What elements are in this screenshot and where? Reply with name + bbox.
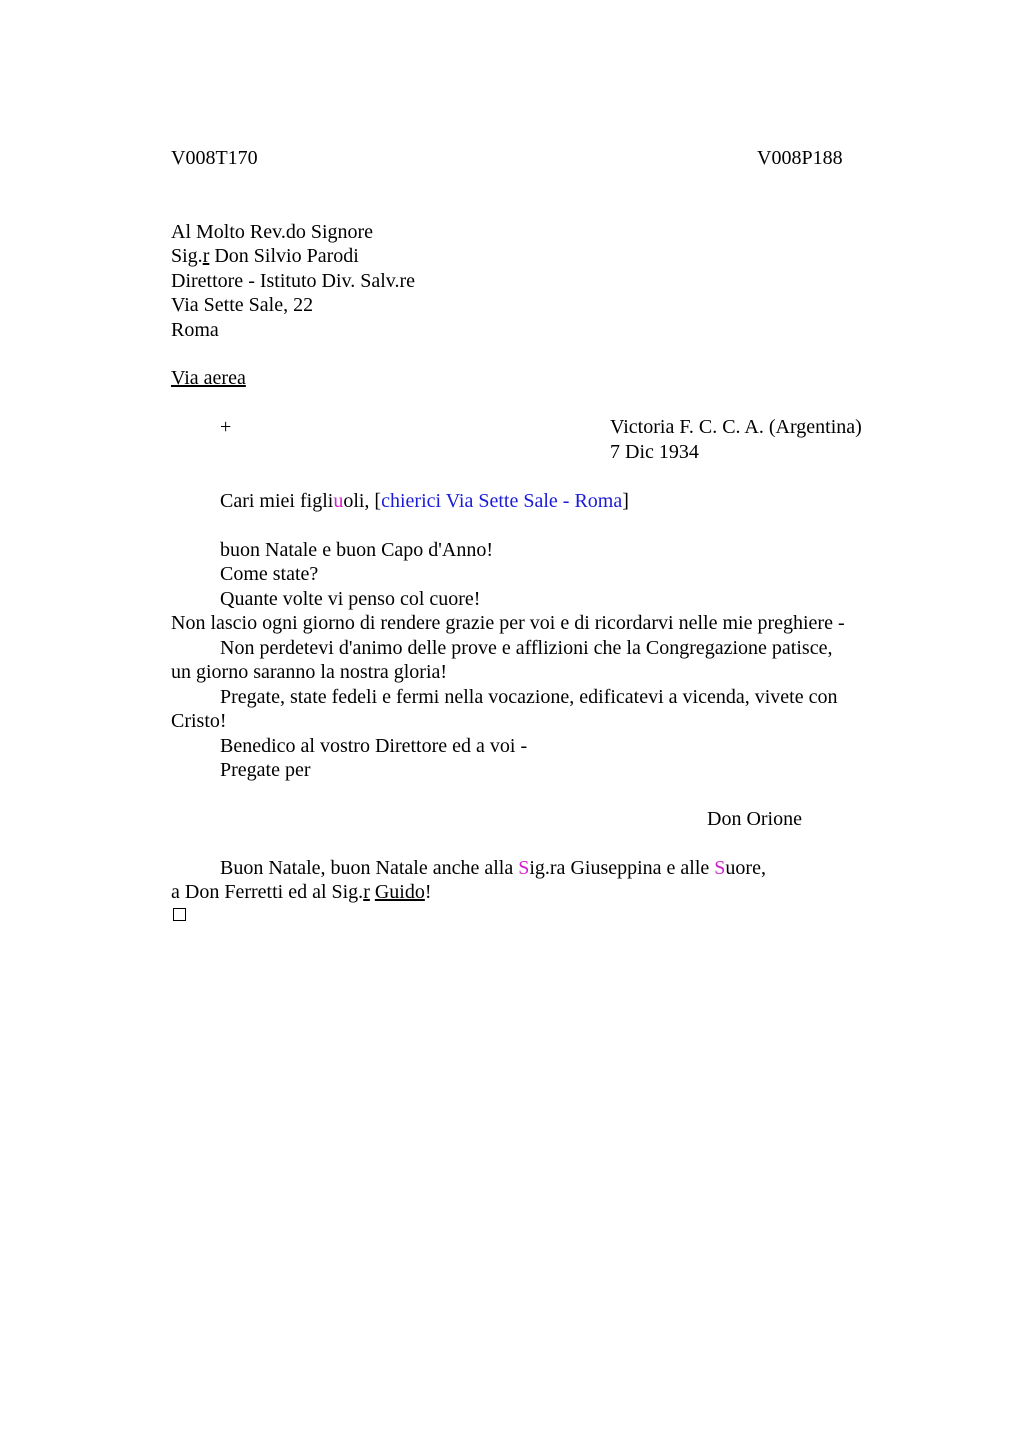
salutation-part-3: oli, [	[343, 490, 382, 512]
body-line-4: Non lascio ogni giorno di rendere grazie per voi e di ricordarvi nelle mie preghiere -	[171, 612, 845, 634]
postscript-a3: ig.ra Giuseppina e alle	[529, 857, 715, 879]
cross-mark: +	[220, 416, 232, 438]
postscript-a1: Buon Natale, buon Natale anche alla	[220, 857, 519, 879]
postscript-b4-underlined: Guido	[374, 881, 425, 903]
salutation	[220, 489, 629, 514]
body-line-1: buon Natale e buon Capo d'Anno!	[220, 539, 493, 561]
salutation-part-4: ]	[622, 490, 629, 512]
body-line-5: Non perdetevi d'animo delle prove e afflizioni che la Congregazione patisce,	[220, 637, 833, 659]
address-line-5: Roma	[171, 319, 219, 341]
postscript-a5: uore,	[725, 857, 766, 879]
address-line-3: Direttore - Istituto Div. Salv.re	[171, 270, 416, 292]
header-left-code: V008T170	[171, 147, 258, 169]
postscript-b5: !	[424, 881, 432, 903]
address-line-2-prefix: Sig.	[171, 245, 203, 267]
salutation-highlight: u	[333, 490, 344, 512]
signature: Don Orione	[707, 808, 802, 830]
header-right-code: V008P188	[757, 147, 843, 169]
salutation-editor-note: chierici Via Sette Sale - Roma	[381, 490, 623, 512]
body-line-3: Quante volte vi penso col cuore!	[220, 588, 481, 610]
body-line-9: Benedico al vostro Direttore ed a voi -	[220, 735, 528, 757]
postscript-b1: a Don Ferretti ed al Sig.	[171, 881, 364, 903]
postscript-line-2	[171, 880, 432, 905]
address-line-2-rest: Don Silvio Parodi	[209, 245, 359, 267]
salutation-part-1: Cari miei figli	[220, 490, 334, 512]
postscript-highlight-1: S	[518, 857, 530, 879]
postscript-b2-underlined: r	[363, 881, 370, 903]
body-line-8: Cristo!	[171, 710, 227, 732]
place-line: Victoria F. C. C. A. (Argentina)	[610, 416, 862, 438]
via-aerea: Via aerea	[171, 367, 246, 389]
address-line-1: Al Molto Rev.do Signore	[171, 221, 374, 243]
body-line-2: Come state?	[220, 563, 319, 585]
address-line-2	[171, 244, 359, 269]
address-line-4: Via Sette Sale, 22	[171, 294, 314, 316]
body-line-6: un giorno saranno la nostra gloria!	[171, 661, 448, 683]
date-line: 7 Dic 1934	[610, 441, 699, 463]
body-line-10: Pregate per	[220, 759, 311, 781]
end-box-icon	[173, 908, 186, 921]
body-line-7: Pregate, state fedeli e fermi nella vocazione, edificatevi a vicenda, vivete con	[220, 686, 838, 708]
postscript-line-1	[220, 856, 766, 881]
postscript-highlight-2: S	[714, 857, 726, 879]
address-line-2-underlined: r	[202, 245, 210, 267]
